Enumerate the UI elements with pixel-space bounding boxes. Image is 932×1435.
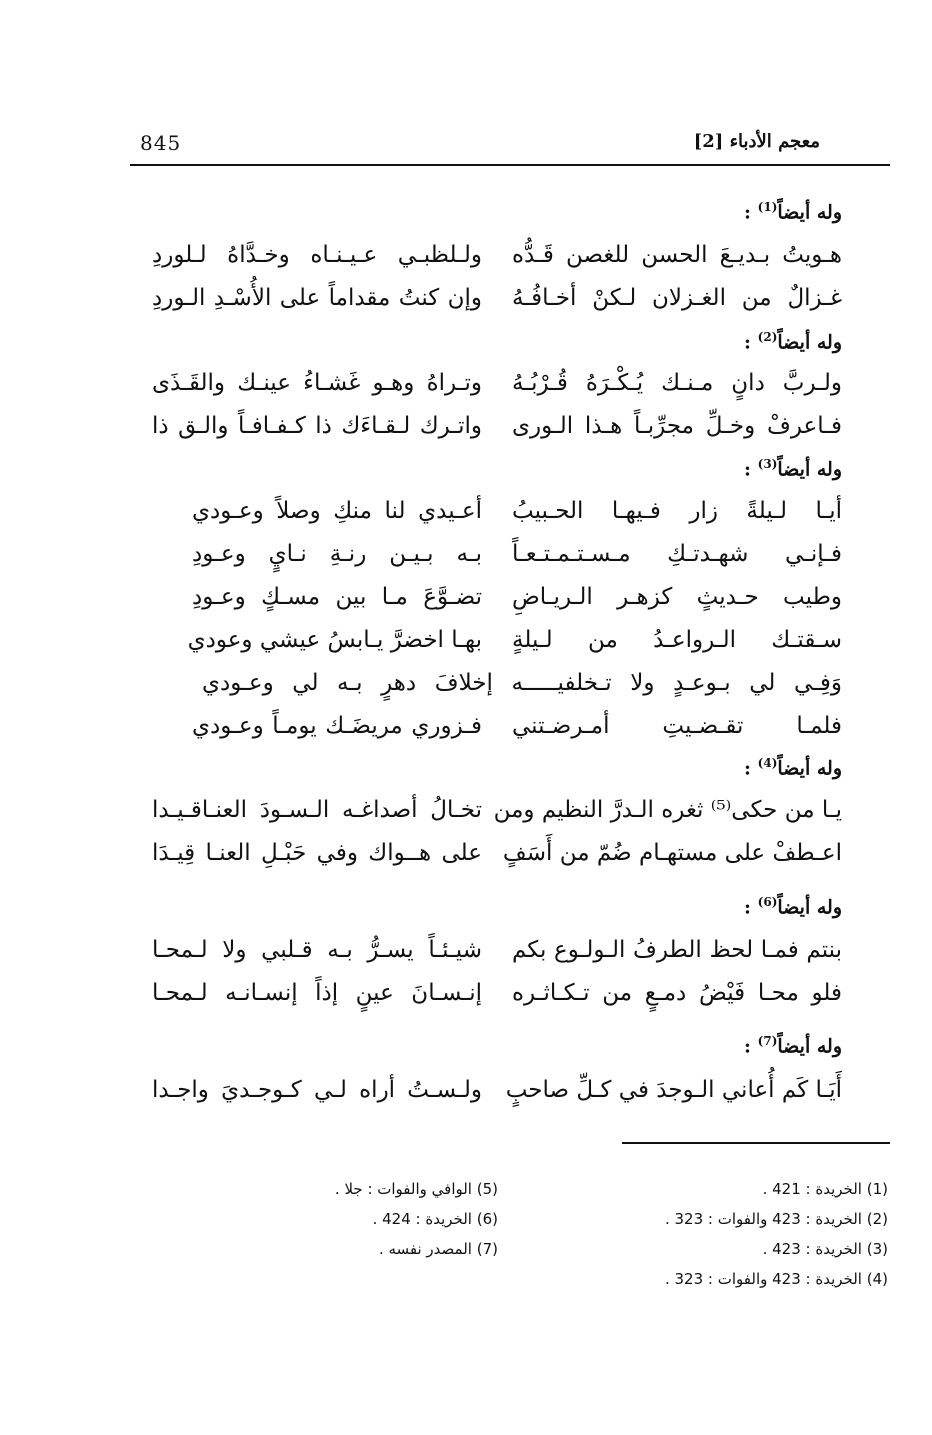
page-number: 845 xyxy=(140,131,182,155)
section-intro: وله أيضاً$^{(6)}$ : xyxy=(744,895,842,919)
section-intro: وله أيضاً$^{(2)}$ : xyxy=(744,330,842,354)
verse-hemistich: وطيب حـديثٍ كزهـر الـريـاضِ xyxy=(512,584,842,610)
section-intro: وله أيضاً$^{(1)}$ : xyxy=(744,200,842,224)
footnote: (5) الوافي والفوات : جلا . xyxy=(334,1180,498,1198)
running-head: معجم الأدباء [2] xyxy=(693,131,820,152)
section-intro: وله أيضاً$^{(3)}$ : xyxy=(744,457,842,481)
verse-hemistich: سـقتـك الـرواعـدُ من لـيلةٍ xyxy=(512,627,842,653)
verse-hemistich: أَيَـا كَم أُعاني الـوجدَ في كـلِّ صاحبٍ xyxy=(505,1077,842,1103)
verse-hemistich: بهـا اخضرَّ يـابسُ عيشي وعودي xyxy=(187,627,482,653)
verse-hemistich: تخـالُ أصداغـه الـسـودَ العنـاقـيـدا xyxy=(152,797,482,823)
verse-hemistich: شيـئـاً يسـرُّ بـه قـلبي ولا لـمحـا xyxy=(152,937,482,963)
footnote-ref: (3) xyxy=(757,457,778,471)
verse-hemistich: هـويتُ بـديـعَ الحسن للغصن قَـدُّه xyxy=(512,242,842,268)
verse-hemistich: بنتم فمـا لحظ الطرفُ الـولـوع بكم xyxy=(512,937,842,963)
footnote-ref: (7) xyxy=(757,1034,778,1048)
footnote-rule xyxy=(622,1142,890,1144)
verse-hemistich: فـإنـي شهـدتـكِ مـسـتـمـتـعـاً xyxy=(512,541,842,567)
verse-hemistich: فلو محـا فَيْضُ دمـعٍ من تـكـاثـره xyxy=(512,980,842,1006)
verse-hemistich: بـه بـيـن رنـةِ نـايٍ وعـودِ xyxy=(192,541,482,567)
verse-hemistich: واتـرك لـقـاءَك ذا كـفـافـاً والـق ذا xyxy=(152,413,482,439)
verse-hemistich: إنـسـانَ عينٍ إذاً إنسـانـه لـمحـا xyxy=(152,980,482,1006)
footnote: (3) الخريدة : 423 . xyxy=(762,1240,888,1258)
footnote-ref: (1) xyxy=(757,200,778,214)
verse-hemistich: ولـلظبـي عـيـنـاه وخـدَّاهُ لـلوردِ xyxy=(152,242,482,268)
verse-hemistich: ولـربَّ دانٍ مـنـك يُـكْـرَهُ قُـرْبُـهُ xyxy=(512,370,842,396)
footnote: (1) الخريدة : 421 . xyxy=(762,1180,888,1198)
section-intro: وله أيضاً$^{(7)}$ : xyxy=(744,1034,842,1058)
verse-hemistich: أعـيدي لنا منكِ وصلاً وعـودي xyxy=(192,498,482,524)
verse-hemistich: وإن كنتُ مقداماً على الأُسْـدِ الـوردِ xyxy=(152,285,482,311)
footnote: (2) الخريدة : 423 والفوات : 323 . xyxy=(664,1210,888,1228)
verse-hemistich: اعـطفْ على مستهـام ضُمّ من أَسَفٍ xyxy=(502,840,842,866)
verse-hemistich: أيـا لـيلةً زار فـيهـا الحـبيبُ xyxy=(512,498,842,524)
verse-hemistich: فـزوري مريضَـك يومـاً وعـودي xyxy=(192,713,482,739)
verse-hemistich: وتـراهُ وهـو غَشـاءُ عينـك والقَـذَى xyxy=(152,370,482,396)
verse-hemistich: يـا من حكى⁽⁵⁾ ثغره الـدرَّ النظيم ومن xyxy=(493,797,842,823)
verse-hemistich: ولـسـتُ أراه لـي كـوجـديَ واجـدا xyxy=(152,1077,482,1103)
footnote: (7) المصدر نفسه . xyxy=(378,1240,498,1258)
verse-hemistich: غـزالٌ من الغـزلان لـكنْ أخـافُـهُ xyxy=(512,285,842,311)
verse-hemistich: تضـوَّعَ مـا بين مسـكٍ وعـودِ xyxy=(192,584,482,610)
verse-hemistich: على هــواك وفي حَبْـلِ العنـا قِيـدَا xyxy=(152,840,482,866)
verse-hemistich: فـاعرفْ وخـلِّ مجرِّبـاً هـذا الـورى xyxy=(512,413,842,439)
footnote: (4) الخريدة : 423 والفوات : 323 . xyxy=(664,1270,888,1288)
header-rule xyxy=(130,164,890,166)
footnote-ref: (2) xyxy=(757,330,778,344)
footnote: (6) الخريدة : 424 . xyxy=(372,1210,498,1228)
footnote-ref: (4) xyxy=(757,756,778,770)
footnote-ref: (6) xyxy=(757,895,778,909)
verse-line-continuous: وَفِـي لي بـوعـدٍ ولا تـخلفيـــــه إخلافَ دهرٍ بـه لي وعـودي xyxy=(202,670,842,696)
verse-hemistich: فلمـا تقـضـيتِ أمـرضـتني xyxy=(512,713,842,739)
section-intro: وله أيضاً$^{(4)}$ : xyxy=(744,756,842,780)
